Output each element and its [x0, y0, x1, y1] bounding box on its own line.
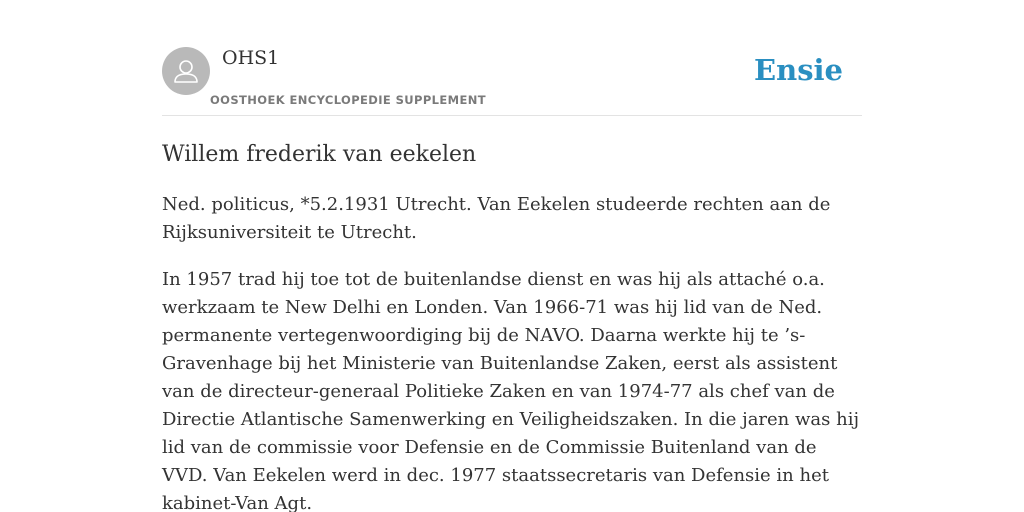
avatar[interactable]	[162, 47, 210, 95]
article-paragraph: In 1957 trad hij toe tot de buitenlandse dienst en was hij als attaché o.a. werkzaam te New Delhi en Londen. Van 1966-71 was hij lid van de Ned. permanente vertegenwoordiging bij de NAVO. Daarna werkte hij te ’s-Gravenhage bij het Ministerie van Buitenlandse Zaken, eerst als assistent van de directeur-generaal Politieke Zaken en van 1974-77 als chef van de Directie Atlantische Samenwerking en Veiligheidszaken. In die jaren was hij lid van de commissie voor Defensie en de Commissie Buitenland van de VVD. Van Eekelen werd in dec. 1977 staatssecretaris van Defensie in het kabinet-Van Agt.	[162, 269, 860, 512]
author-name[interactable]: OHS1	[222, 47, 280, 69]
article-paragraph: Ned. politicus, *5.2.1931 Utrecht. Van Eekelen studeerde rechten aan de Rijksuniversiteit te Utrecht.	[162, 194, 831, 243]
article-body	[162, 139, 862, 512]
article-header	[162, 46, 862, 116]
user-icon	[162, 47, 210, 95]
source-label[interactable]: OOSTHOEK ENCYCLOPEDIE SUPPLEMENT	[210, 93, 487, 107]
site-logo[interactable]: Ensie	[754, 53, 843, 87]
article-title: Willem frederik van eekelen	[162, 142, 477, 167]
